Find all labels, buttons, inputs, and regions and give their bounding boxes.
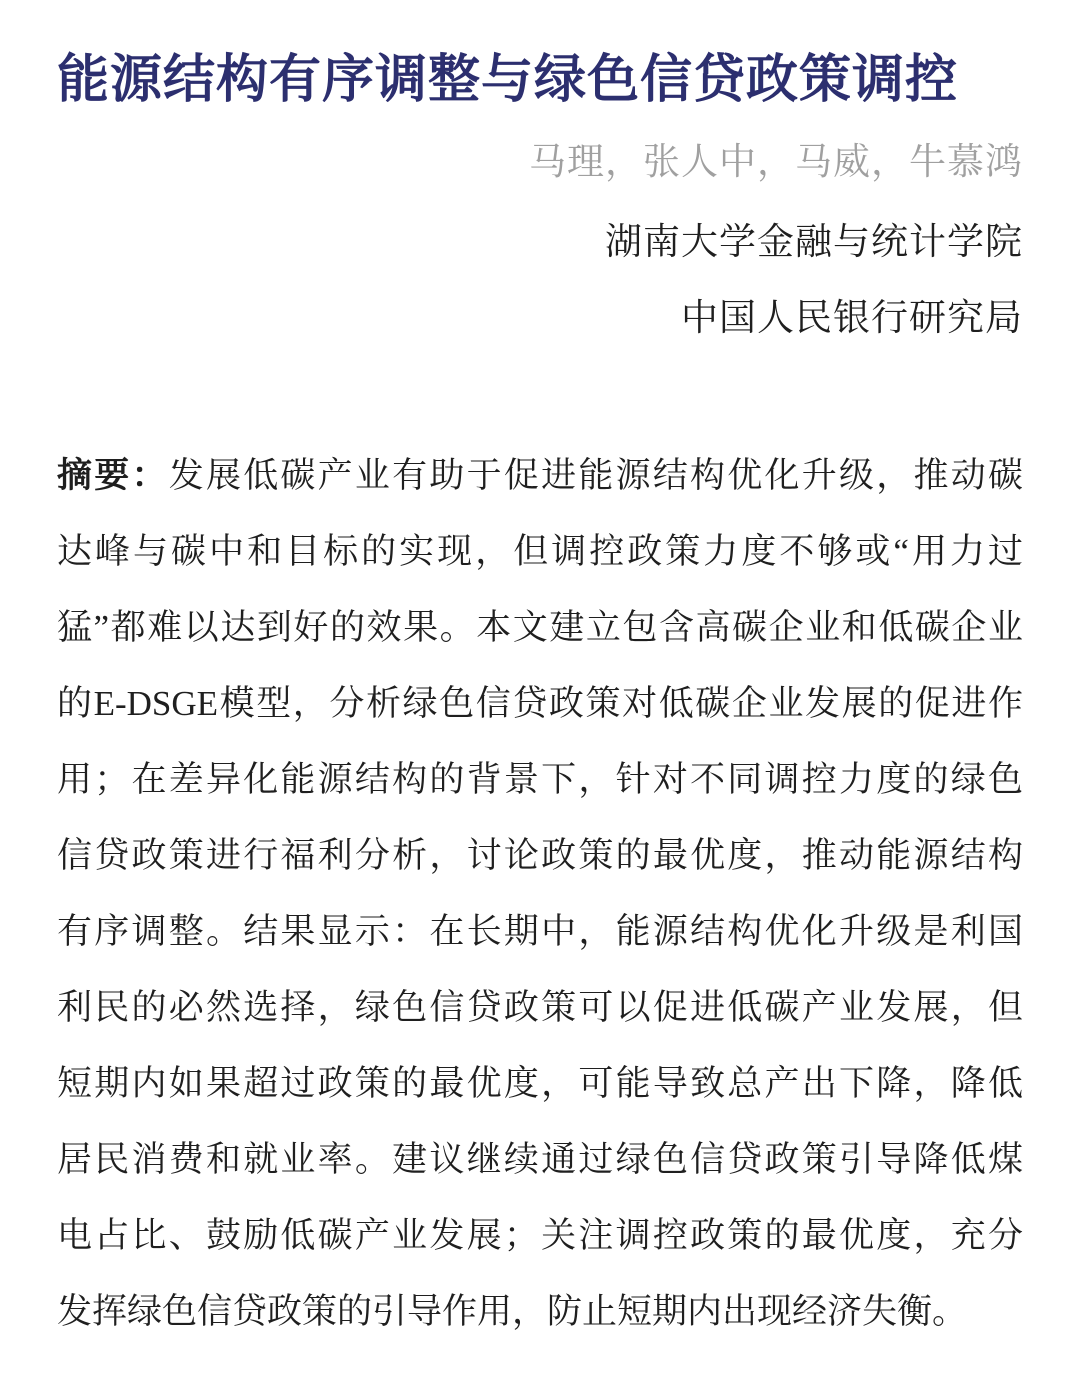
- abstract-line: 电占比、鼓励低碳产业发展；关注调控政策的最优度，充分: [57, 1216, 1023, 1255]
- abstract-line: 短期内如果超过政策的最优度，可能导致总产出下降，降低: [57, 1064, 1023, 1103]
- abstract-line: 信贷政策进行福利分析，讨论政策的最优度，推动能源结构: [57, 836, 1023, 875]
- affiliation-2: 中国人民银行研究局: [681, 298, 1023, 339]
- abstract-line: 发挥绿色信贷政策的引导作用，防止短期内出现经济失衡。: [57, 1292, 968, 1331]
- abstract-line: 用；在差异化能源结构的背景下，针对不同调控力度的绿色: [57, 760, 1023, 799]
- abstract-line: [57, 438, 1023, 514]
- abstract-line: 的E-DSGE模型，分析绿色信贷政策对低碳企业发展的促进作: [57, 684, 1023, 723]
- abstract-line: 有序调整。结果显示：在长期中，能源结构优化升级是利国: [57, 912, 1023, 951]
- abstract-line: 达峰与碳中和目标的实现，但调控政策力度不够或“用力过: [57, 532, 1023, 571]
- abstract-line: 利民的必然选择，绿色信贷政策可以促进低碳产业发展，但: [57, 988, 1023, 1027]
- abstract-line-text: 发展低碳产业有助于促进能源结构优化升级，推动碳: [168, 456, 1023, 495]
- abstract-label: 摘要：: [57, 456, 169, 495]
- abstract-section: [57, 438, 1023, 1350]
- authors-line: 马理，张人中，马威，牛慕鸿: [529, 142, 1023, 183]
- paper-title: 能源结构有序调整与绿色信贷政策调控: [57, 52, 959, 109]
- affiliation-1: 湖南大学金融与统计学院: [605, 222, 1023, 263]
- abstract-line: 猛”都难以达到好的效果。本文建立包含高碳企业和低碳企业: [57, 608, 1023, 647]
- abstract-line: 居民消费和就业率。建议继续通过绿色信贷政策引导降低煤: [57, 1140, 1023, 1179]
